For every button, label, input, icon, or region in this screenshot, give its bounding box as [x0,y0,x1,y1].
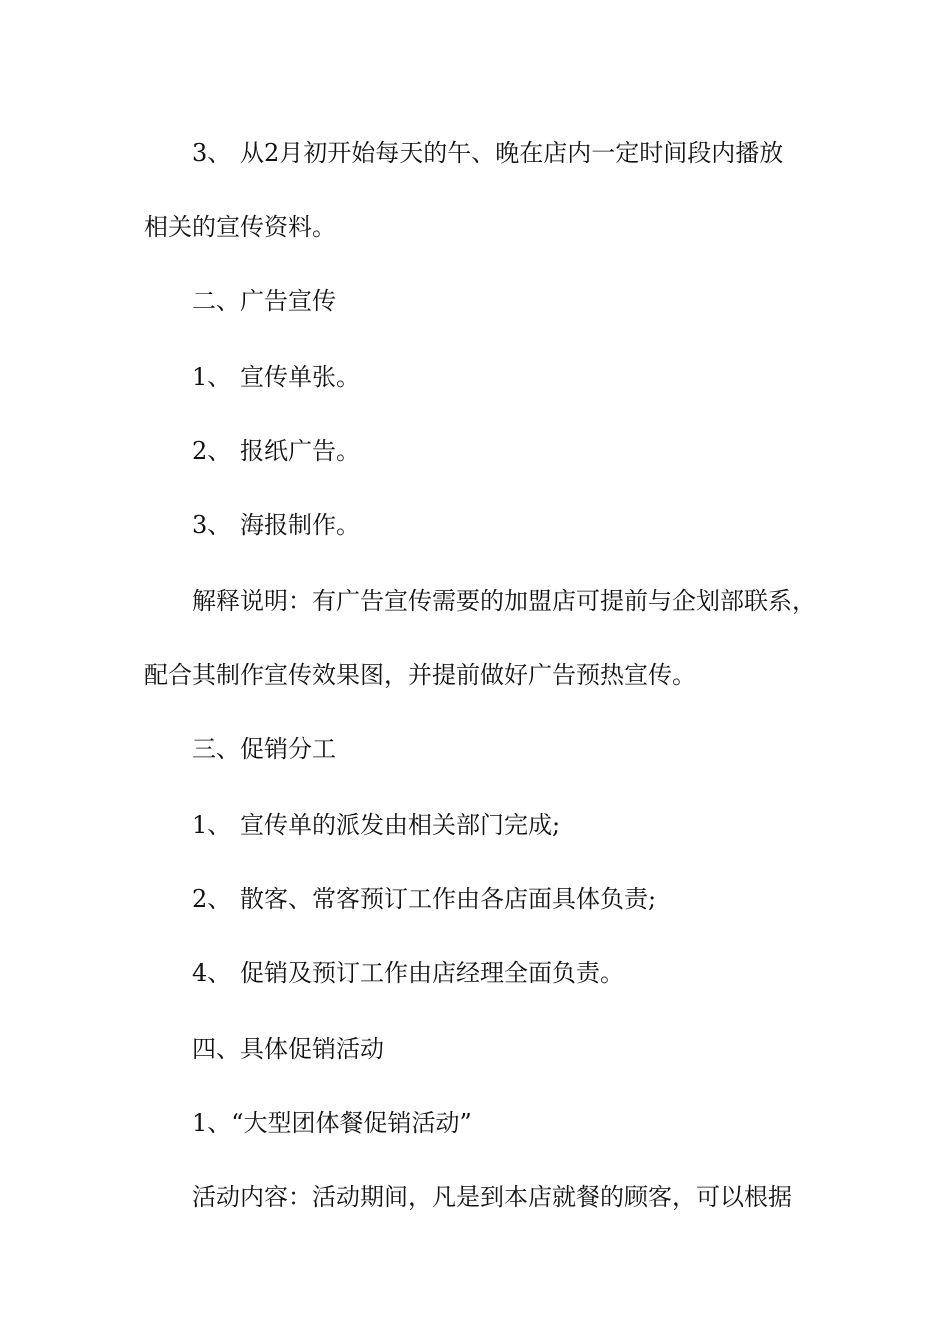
paragraph-text: 散客、常客预订工作由各店面具体负责; [240,885,657,913]
paragraph-text: 活动内容：活动期间，凡是到本店就餐的顾客，可以根据 [192,1183,792,1211]
section-heading-division [192,734,336,764]
paragraph-text: 宣传单张。 [240,363,360,391]
list-item-3-broadcast [192,138,783,168]
paragraph-text: 海报制作。 [240,511,360,539]
activity-title [192,1108,472,1138]
section-heading-advertising [192,286,336,316]
paragraph-text: 1、“大型团体餐促销活动” [192,1109,472,1137]
paragraph-text: 解释说明：有广告宣传需要的加盟店可提前与企划部联系， [192,587,816,615]
section-heading-activities [192,1034,384,1064]
list-item-flyer [192,362,360,392]
paragraph-text: 相关的宣传资料。 [144,213,336,241]
list-number: 3、 [192,139,232,167]
paragraph-text: 报纸广告。 [240,437,360,465]
list-number: 1、 [192,811,232,839]
paragraph-text: 宣传单的派发由相关部门完成; [240,811,561,839]
heading-text: 三、促销分工 [192,735,336,763]
heading-text: 四、具体促销活动 [192,1035,384,1063]
list-number: 4、 [192,959,232,987]
paragraph-text: 配合其制作宣传效果图，并提前做好广告预热宣传。 [144,661,696,689]
paragraph-continuation [144,660,696,690]
list-number: 1、 [192,363,232,391]
paragraph-text: 促销及预订工作由店经理全面负责。 [240,959,624,987]
explanation-paragraph [192,586,816,616]
activity-content-paragraph [192,1182,792,1212]
paragraph-continuation [144,212,336,242]
list-number: 2、 [192,885,232,913]
list-item-manager [192,958,624,988]
list-item-distribution [192,810,560,840]
list-item-newspaper [192,436,360,466]
list-number: 3、 [192,511,232,539]
list-item-reservations [192,884,656,914]
list-item-poster [192,510,360,540]
paragraph-text: 从2月初开始每天的午、晚在店内一定时间段内播放 [240,139,784,167]
list-number: 2、 [192,437,232,465]
heading-text: 二、广告宣传 [192,287,336,315]
